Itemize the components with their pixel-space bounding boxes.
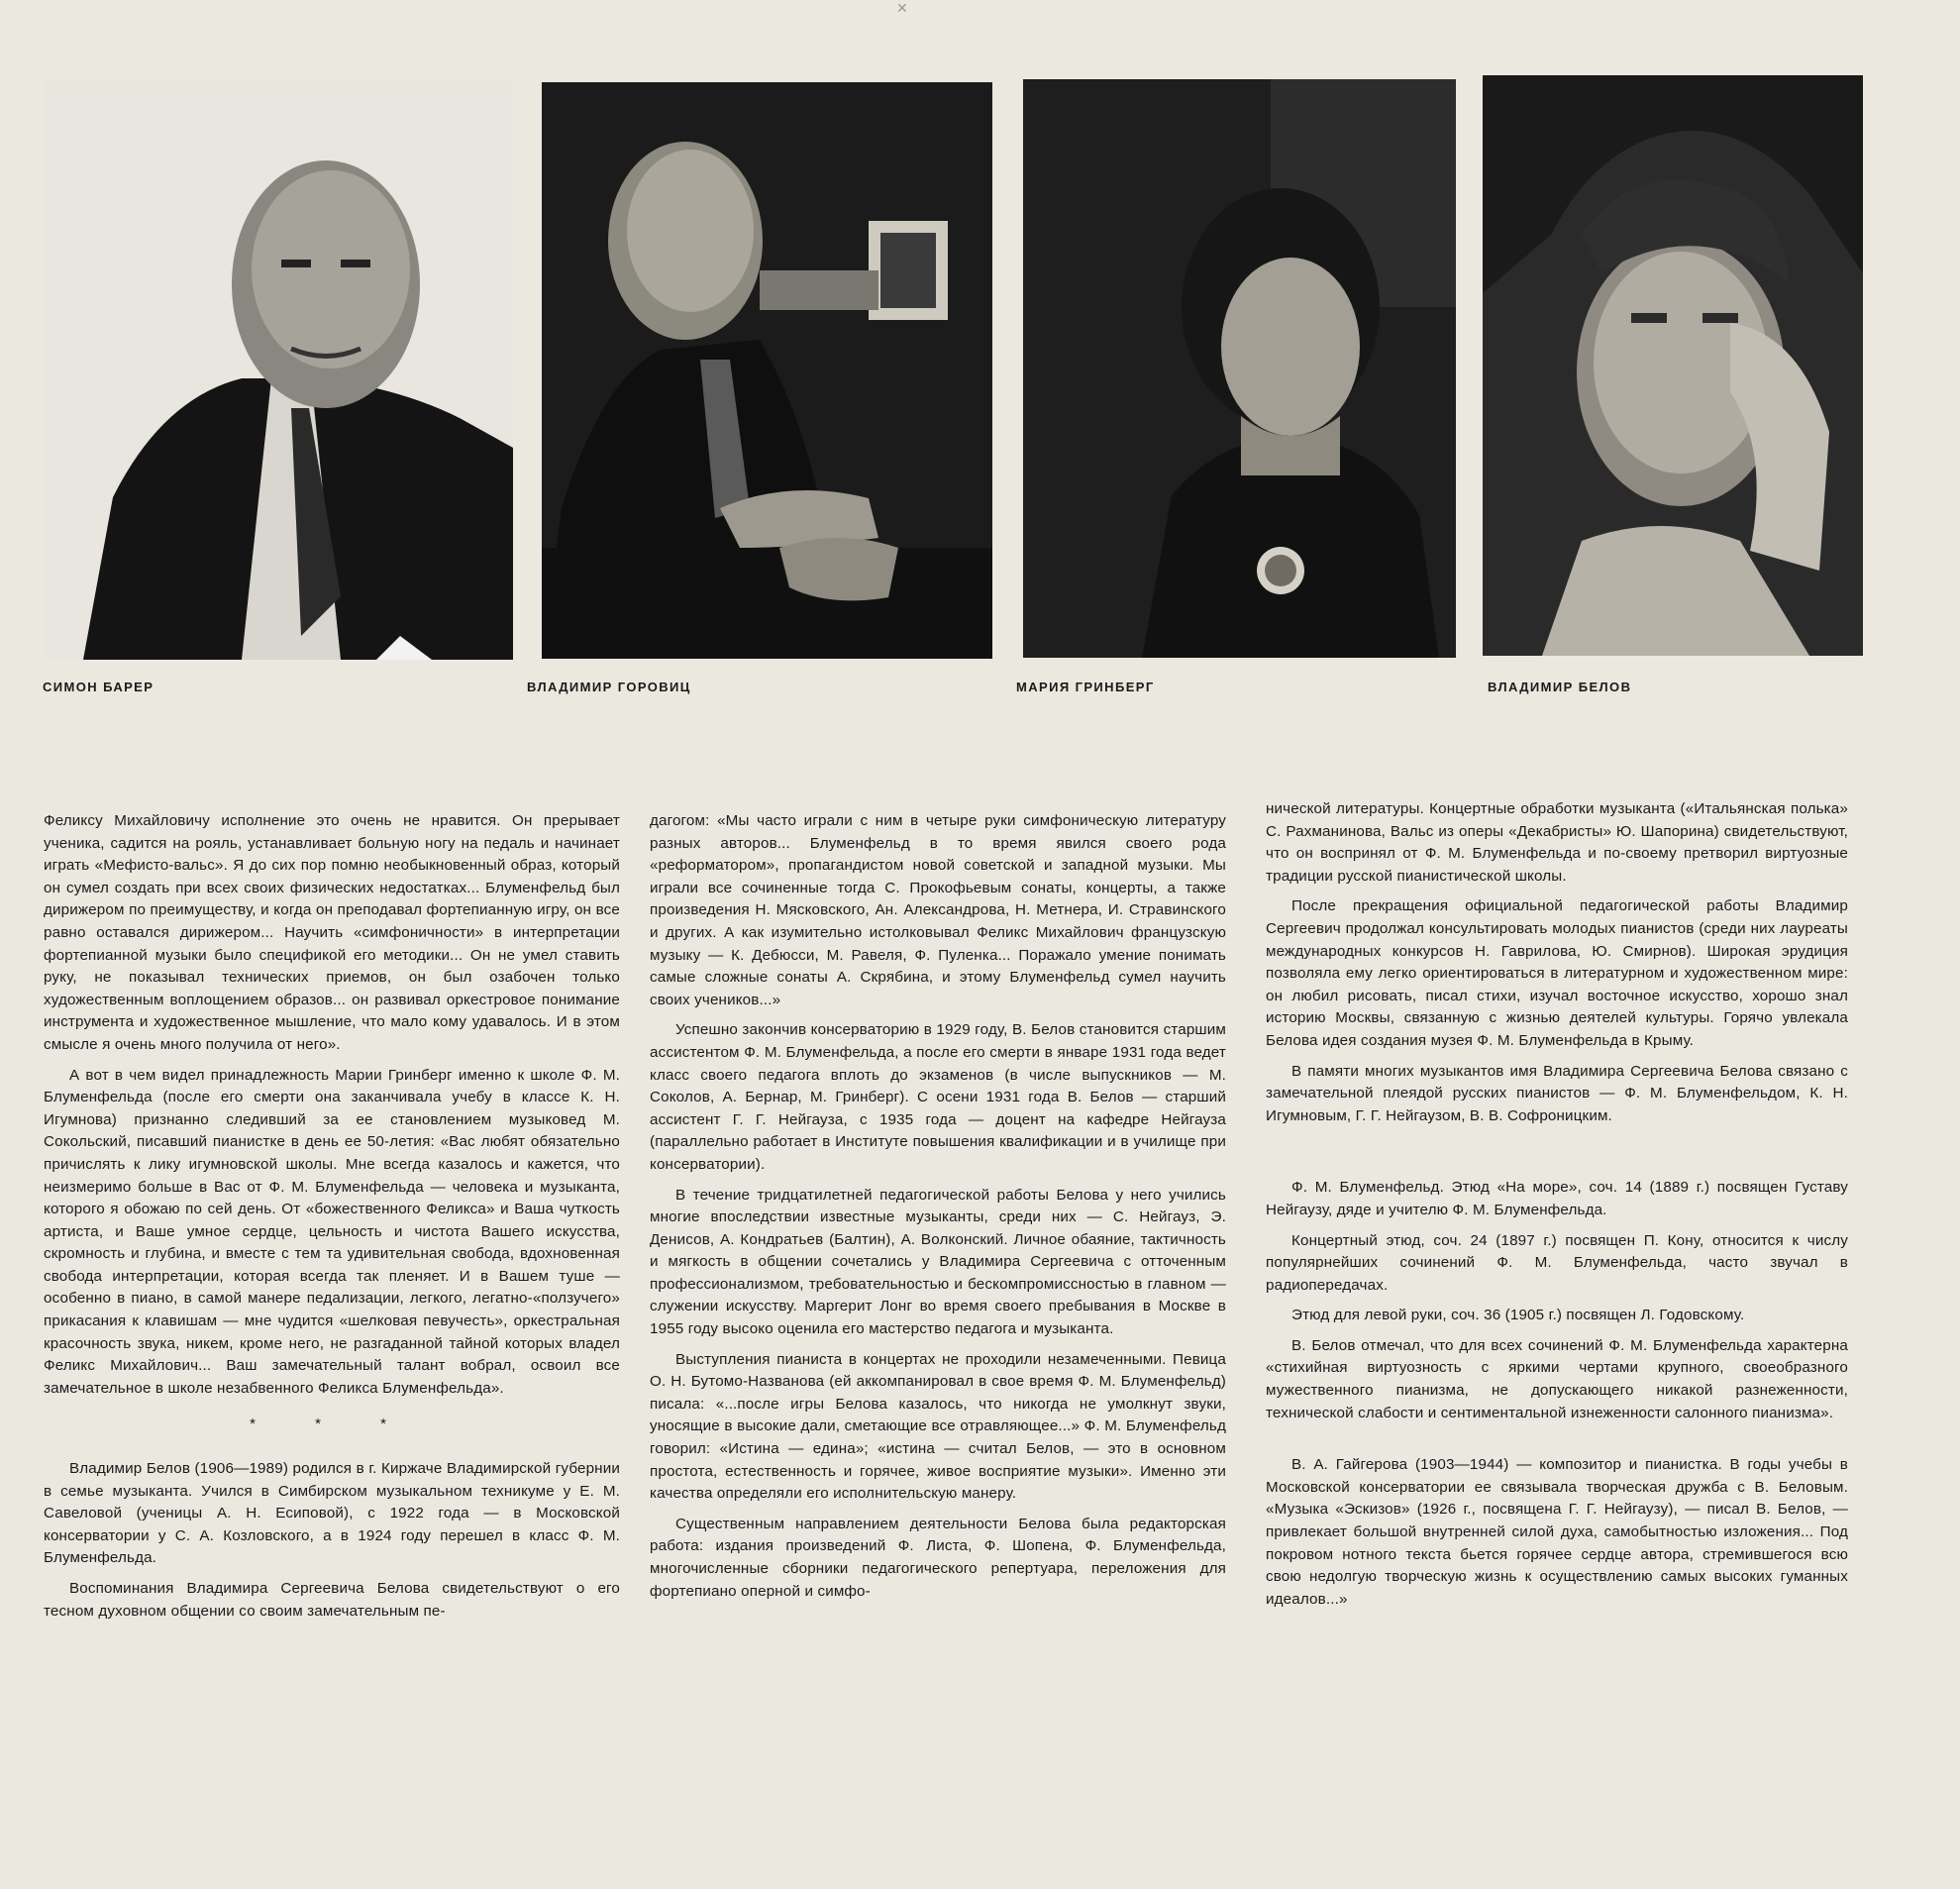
text-column-2 xyxy=(650,810,1226,1611)
photo-caption-vladimir-belov: ВЛАДИМИР БЕЛОВ xyxy=(1488,680,1632,694)
paragraph: Воспоминания Владимира Сергеевича Белова свидетельствуют о его тесном духовном общении со своим замечательным пе- xyxy=(44,1580,620,1620)
portrait-illustration xyxy=(542,82,992,659)
section-divider: * * * xyxy=(250,1416,414,1433)
paragraph: А вот в чем видел принадлежность Марии Гринберг именно к школе Ф. М. Блуменфельда (после его смерти она заканчивала учебу в классе К. Н. Игумнова) признанно следивший за ее становлением музыковед М. Сокольский, писавший пианистке в день ее 50-летия: «Вас любят обязательно причислять к лику игумновской школы. Мне всегда казалось и кажется, что неизмеримо больше в Вас от Ф. М. Блуменфельда — человека и музыканта, которого я обожаю по сей день. От «божественного Феликса» и Ваша чуткость артиста, и Ваше умное сердце, цельность и чистота Вашего искусства, скромность и глубина, и вместе с тем та удивительная свобода, вдохновенная свобода интерпретации, которая всегда так пленяет. И в Вашем туше — особенно в пиано, в самой манере педализации, легкого, легатно-«ползучего» прикасания к клавишам — мне чудится «шелковая певучесть», оркестральная красочность звука, никем, кроме него, не разгаданной тайной которых владел Феликс Михайлович... Ваш замечательный талант вобрал, освоил все замечательное в школе незабвенного Феликса Блуменфельда». xyxy=(44,1066,620,1397)
top-edge-mark: ✕ xyxy=(896,0,908,16)
paragraph: В течение тридцатилетней педагогической работы Белова у него учились многие впоследствии известные музыканты, среди них — С. Нейгауз, Э. Денисов, А. Кондратьев (Балтин), А. Волконский. Личное обаяние, тактичность и мягкость в общении сочетались у Владимира Сергеевича с отточенным профессионализмом, требовательностью и бескомпромиссностью в главном — служении искусству. Маргерит Лонг во время своего пребывания в Москве в 1955 году высоко оценила его мастерство педагога и музыканта. xyxy=(650,1186,1226,1338)
paragraph: В. А. Гайгерова (1903—1944) — композитор и пианистка. В годы учебы в Московской консерватории ее связывала творческая дружба с В. Беловым. «Музыка «Эскизов» (1926 г., посвящена Г. Г. Нейгаузу), — писал В. Белов, — привлекает большой внутренней силой духа, самобытностью изложения... Под покровом нотного текста бьется горячее сердце автора, стремившегося всю свою недолгую творческую жизнь к осуществлению самых высоких гуманных идеалов...» xyxy=(1266,1456,1848,1608)
paragraph: Концертный этюд, соч. 24 (1897 г.) посвящен П. Кону, относится к числу популярнейших сочинений Ф. М. Блуменфельда, часто звучал в радиопередачах. xyxy=(1266,1231,1848,1294)
photo-maria-grinberg xyxy=(1023,79,1456,658)
paragraph: После прекращения официальной педагогической работы Владимир Сергеевич продолжал консультировать молодых пианистов (среди них лауреаты международных конкурсов Н. Гаврилова, Ю. Смирнов). Широкая эрудиция позволяла ему легко ориентироваться в литературном и художественном мире: он любил рисовать, писал стихи, изучал восточное искусство, хорошо знал историю Москвы, связанную с жизнью деятелей культуры. Горячо увлекала Белова идея создания музея Ф. М. Блуменфельда в Крыму. xyxy=(1266,897,1848,1049)
paragraph: В. Белов отмечал, что для всех сочинений Ф. М. Блуменфельда характерна «стихийная виртуозность с яркими чертами крупного, своеобразного мужественного пианизма, не допускающего никакой разнеженности, технической слабости и сентиментальной изнеженности салонного пианизма». xyxy=(1266,1336,1848,1421)
paragraph: Этюд для левой руки, соч. 36 (1905 г.) посвящен Л. Годовскому. xyxy=(1291,1307,1745,1324)
photo-vladimir-horowitz xyxy=(542,82,992,659)
paragraph: Феликсу Михайловичу исполнение это очень не нравится. Он прерывает ученика, садится на рояль, устанавливает больную ногу на педаль и начинает играть «Мефисто-вальс». Я до сих пор помню необыкновенный образ, который он сумел создать при всех своих физических недостатках... Блуменфельд был дирижером по преимуществу, и когда он преподавал фортепианную игру, он все равно оставался дирижером... Научить «симфоничности» в интерпретации фортепианной музыки было спецификой его методики... Он не умел ставить руку, не показывал технических приемов, он был озабочен только художественным воплощением образов... он развивал оркестровое понимание инструмента и художественное мышление, что мало кому удавалось. И в этом смысле я очень много получила от него». xyxy=(44,812,620,1053)
paragraph: Владимир Белов (1906—1989) родился в г. Киржаче Владимирской губернии в семье музыканта. Учился в Симбирском музыкальном техникуме у Е. М. Савеловой (ученицы А. Н. Есиповой), с 1922 года — в Московской консерватории у С. А. Козловского, а в 1924 году перешел в класс Ф. М. Блуменфельда. xyxy=(44,1460,620,1567)
photo-caption-maria-grinberg: МАРИЯ ГРИНБЕРГ xyxy=(1016,680,1155,694)
paragraph: Ф. М. Блуменфельд. Этюд «На море», соч. 14 (1889 г.) посвящен Густаву Нейгаузу, дяде и учителю Ф. М. Блуменфельда. xyxy=(1266,1179,1848,1218)
paragraph: Выступления пианиста в концертах не проходили незамеченными. Певица О. Н. Бутомо-Названова (ей аккомпанировал в свое время Ф. М. Блуменфельд) писала: «...после игры Белова казалось, что никогда не умолкнут звуки, уносящие в высокие дали, сметающие все отравляющее...» Ф. М. Блуменфельд говорил: «Истина — едина»; «истина — считал Белов, — это в основном простота, естественность и горячее, живое восприятие музыки». Именно эти качества определяли его исполнительскую манеру. xyxy=(650,1350,1226,1503)
portrait-illustration xyxy=(1483,75,1863,656)
portrait-illustration xyxy=(1023,79,1456,658)
photo-caption-vladimir-horowitz: ВЛАДИМИР ГОРОВИЦ xyxy=(527,680,691,694)
portrait-illustration xyxy=(44,81,513,660)
paragraph: нической литературы. Концертные обработки музыканта («Итальянская полька» С. Рахманинова, Вальс из оперы «Декабристы» Ю. Шапорина) свидетельствуют, что он воспринял от Ф. М. Блуменфельда и по-своему претворил виртуозные традиции русской пианистической школы. xyxy=(1266,800,1848,885)
photo-caption-simon-barer: СИМОН БАРЕР xyxy=(43,680,155,694)
photo-simon-barer xyxy=(44,81,513,660)
text-column-1 xyxy=(44,810,620,1630)
paragraph: В памяти многих музыкантов имя Владимира Сергеевича Белова связано с замечательной плеядой русских пианистов — Ф. М. Блуменфельдом, К. Н. Игумновым, Г. Г. Нейгаузом, В. В. Софроницким. xyxy=(1266,1062,1848,1124)
paragraph: Существенным направлением деятельности Белова была редакторская работа: издания произведений Ф. Листа, Ф. Шопена, Ф. Блуменфельда, многочисленные сборники педагогического репертуара, переложения для фортепиано оперной и симфо- xyxy=(650,1515,1226,1600)
paragraph: дагогом: «Мы часто играли с ним в четыре руки симфоническую литературу разных авторов... Блуменфельд в то время явился своего рода «реформатором», пропагандистом новой советской и западной музыки. Мы играли все сочиненные тогда С. Прокофьевым сонаты, концерты, а также произведения Н. Мясковского, Ан. Александрова, Н. Метнера, И. Стравинского и других. А как изумительно истолковывал Феликс Михайлович французскую музыку — К. Дебюсси, М. Равеля, Ф. Пуленка... Поражало умение понимать самые сложные сонаты А. Скрябина, и этому Блуменфельд сумел научить своих учеников...» xyxy=(650,812,1226,1008)
photo-vladimir-belov xyxy=(1483,75,1863,656)
text-column-3 xyxy=(1266,798,1848,1619)
paragraph: Успешно закончив консерваторию в 1929 году, В. Белов становится старшим ассистентом Ф. М. Блуменфельда, а после его смерти в январе 1931 года ведет класс своего педагога вплоть до экзаменов (в числе выпускников — М. Соколов, А. Бернар, М. Гринберг). С осени 1931 года В. Белов — старший ассистент Г. Г. Нейгауза, с 1935 года — доцент на кафедре Нейгауза (параллельно работает в Институте повышения квалификации и в училище при консерватории). xyxy=(650,1021,1226,1173)
